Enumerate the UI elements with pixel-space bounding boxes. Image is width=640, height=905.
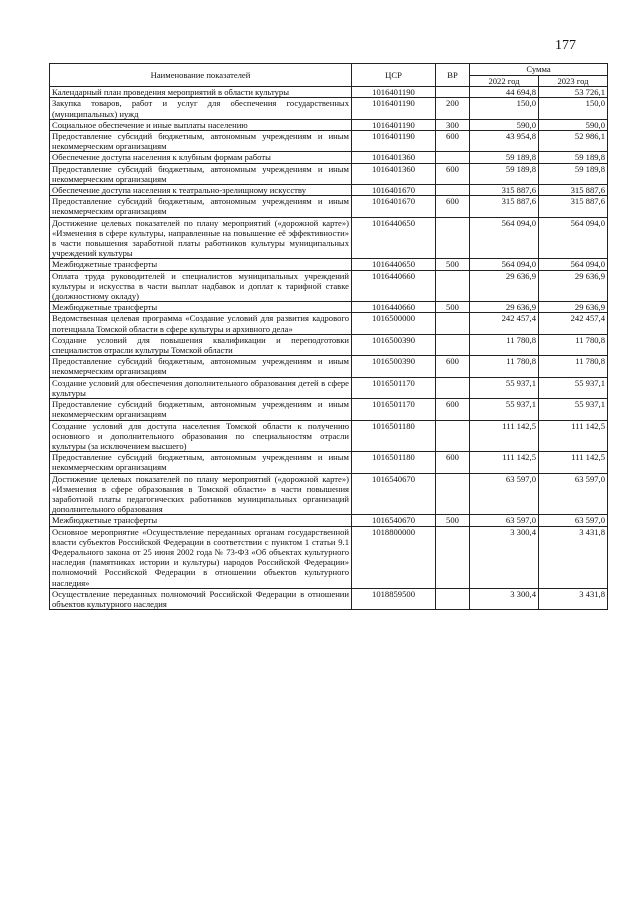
row-sum-2022: 242 457,4 bbox=[470, 313, 539, 334]
row-sum-2022: 55 937,1 bbox=[470, 377, 539, 398]
row-name: Осуществление переданных полномочий Российской Федерации в отношении объектов культурного наследия bbox=[50, 588, 352, 609]
row-sum-2023: 315 887,6 bbox=[539, 185, 608, 196]
row-name: Социальное обеспечение и иные выплаты населению bbox=[50, 119, 352, 130]
row-sum-2022: 11 780,8 bbox=[470, 334, 539, 355]
table-row bbox=[50, 196, 608, 217]
row-sum-2022: 59 189,8 bbox=[470, 152, 539, 163]
row-sum-2022: 150,0 bbox=[470, 98, 539, 119]
header-year-2: 2023 год bbox=[539, 76, 608, 87]
header-year-1: 2022 год bbox=[470, 76, 539, 87]
row-csr: 1018800000 bbox=[352, 526, 436, 588]
table-row bbox=[50, 131, 608, 152]
row-vr bbox=[436, 87, 470, 98]
row-vr: 300 bbox=[436, 119, 470, 130]
row-csr: 1016500390 bbox=[352, 356, 436, 377]
row-csr: 1016440660 bbox=[352, 270, 436, 302]
row-name: Оплата труда руководителей и специалистов муниципальных учреждений культуры и искусства в части выплат надбавок и доплат к тарифной ставке (должностному окладу) bbox=[50, 270, 352, 302]
row-name: Межбюджетные трансферты bbox=[50, 259, 352, 270]
row-name: Межбюджетные трансферты bbox=[50, 302, 352, 313]
page-number: 177 bbox=[555, 38, 576, 53]
row-sum-2022: 315 887,6 bbox=[470, 196, 539, 217]
row-sum-2022: 11 780,8 bbox=[470, 356, 539, 377]
row-sum-2023: 53 726,1 bbox=[539, 87, 608, 98]
row-vr bbox=[436, 313, 470, 334]
row-name: Предоставление субсидий бюджетным, автономным учреждениям и иным некоммерческим организациям bbox=[50, 399, 352, 420]
row-sum-2023: 11 780,8 bbox=[539, 356, 608, 377]
header-csr: ЦСР bbox=[352, 64, 436, 87]
row-name: Основное мероприятие «Осуществление переданных органам государственной власти субъектов Российской Федерации в соответствии с пунктом 1 статьи 9.1 Федерального закона от 25 июня 2002 года № 73-ФЗ «Об объектах культурного наследия (памятниках истории и культуры) народов Российской Федерации» полномочий Российской Федерации в отношении объектов культурного наследия» bbox=[50, 526, 352, 588]
row-sum-2022: 315 887,6 bbox=[470, 185, 539, 196]
row-sum-2023: 52 986,1 bbox=[539, 131, 608, 152]
row-sum-2023: 3 431,8 bbox=[539, 526, 608, 588]
row-vr bbox=[436, 526, 470, 588]
row-csr: 1016540670 bbox=[352, 473, 436, 515]
row-csr: 1016401190 bbox=[352, 98, 436, 119]
row-sum-2023: 111 142,5 bbox=[539, 452, 608, 473]
row-csr: 1016500000 bbox=[352, 313, 436, 334]
row-name: Обеспечение доступа населения к театрально-зрелищному искусству bbox=[50, 185, 352, 196]
table-row bbox=[50, 473, 608, 515]
row-vr bbox=[436, 152, 470, 163]
row-csr: 1018859500 bbox=[352, 588, 436, 609]
row-sum-2022: 29 636,9 bbox=[470, 270, 539, 302]
row-vr: 600 bbox=[436, 452, 470, 473]
table-row bbox=[50, 119, 608, 130]
row-sum-2022: 63 597,0 bbox=[470, 515, 539, 526]
table-row bbox=[50, 87, 608, 98]
row-name: Обеспечение доступа населения к клубным формам работы bbox=[50, 152, 352, 163]
row-vr: 600 bbox=[436, 163, 470, 184]
row-name: Достижение целевых показателей по плану мероприятий («дорожной карте») «Изменения в сфере культуры, направленные на повышение её эффективности» в части повышения заработной платы работников культуры муниципальных учреждений культуры bbox=[50, 217, 352, 259]
table-row bbox=[50, 185, 608, 196]
row-name: Ведомственная целевая программа «Создание условий для развития кадрового потенциала Томской области в сфере культуры и архивного дела» bbox=[50, 313, 352, 334]
row-sum-2023: 11 780,8 bbox=[539, 334, 608, 355]
row-vr bbox=[436, 185, 470, 196]
row-vr: 600 bbox=[436, 356, 470, 377]
row-name: Создание условий для повышения квалификации и переподготовки специалистов отрасли культуры Томской области bbox=[50, 334, 352, 355]
row-csr: 1016501180 bbox=[352, 452, 436, 473]
row-csr: 1016500390 bbox=[352, 334, 436, 355]
row-sum-2022: 3 300,4 bbox=[470, 526, 539, 588]
row-name: Предоставление субсидий бюджетным, автономным учреждениям и иным некоммерческим организациям bbox=[50, 163, 352, 184]
row-sum-2022: 29 636,9 bbox=[470, 302, 539, 313]
table-row bbox=[50, 98, 608, 119]
row-sum-2022: 111 142,5 bbox=[470, 420, 539, 452]
row-sum-2023: 564 094,0 bbox=[539, 259, 608, 270]
table-row bbox=[50, 217, 608, 259]
row-sum-2022: 590,0 bbox=[470, 119, 539, 130]
row-sum-2023: 111 142,5 bbox=[539, 420, 608, 452]
table-row bbox=[50, 313, 608, 334]
table-row bbox=[50, 259, 608, 270]
row-vr: 200 bbox=[436, 98, 470, 119]
header-name: Наименование показателей bbox=[50, 64, 352, 87]
row-sum-2023: 55 937,1 bbox=[539, 377, 608, 398]
row-sum-2023: 564 094,0 bbox=[539, 217, 608, 259]
row-sum-2022: 111 142,5 bbox=[470, 452, 539, 473]
row-vr: 500 bbox=[436, 259, 470, 270]
row-sum-2023: 59 189,8 bbox=[539, 163, 608, 184]
row-name: Создание условий для доступа населения Томской области к получению основного и дополнительного образования по специальностям отрасли культуры (за исключением высшего) bbox=[50, 420, 352, 452]
table-row bbox=[50, 377, 608, 398]
row-vr bbox=[436, 217, 470, 259]
row-sum-2023: 63 597,0 bbox=[539, 515, 608, 526]
row-name: Предоставление субсидий бюджетным, автономным учреждениям и иным некоммерческим организациям bbox=[50, 356, 352, 377]
row-sum-2023: 3 431,8 bbox=[539, 588, 608, 609]
row-csr: 1016501170 bbox=[352, 399, 436, 420]
row-sum-2022: 43 954,8 bbox=[470, 131, 539, 152]
row-name: Предоставление субсидий бюджетным, автономным учреждениям и иным некоммерческим организациям bbox=[50, 196, 352, 217]
row-vr bbox=[436, 377, 470, 398]
row-vr: 500 bbox=[436, 515, 470, 526]
row-name: Закупка товаров, работ и услуг для обеспечения государственных (муниципальных) нужд bbox=[50, 98, 352, 119]
row-sum-2022: 55 937,1 bbox=[470, 399, 539, 420]
row-csr: 1016440650 bbox=[352, 217, 436, 259]
table-row bbox=[50, 420, 608, 452]
table-header bbox=[50, 64, 608, 87]
row-sum-2022: 3 300,4 bbox=[470, 588, 539, 609]
table-row bbox=[50, 334, 608, 355]
row-vr bbox=[436, 270, 470, 302]
row-csr: 1016440660 bbox=[352, 302, 436, 313]
row-csr: 1016401190 bbox=[352, 87, 436, 98]
row-csr: 1016401190 bbox=[352, 119, 436, 130]
row-vr: 500 bbox=[436, 302, 470, 313]
row-sum-2023: 150,0 bbox=[539, 98, 608, 119]
row-csr: 1016401360 bbox=[352, 163, 436, 184]
row-sum-2022: 63 597,0 bbox=[470, 473, 539, 515]
row-csr: 1016401190 bbox=[352, 131, 436, 152]
row-sum-2023: 29 636,9 bbox=[539, 270, 608, 302]
row-csr: 1016401670 bbox=[352, 185, 436, 196]
row-name: Создание условий для обеспечения дополнительного образования детей в сфере культуры bbox=[50, 377, 352, 398]
row-sum-2022: 564 094,0 bbox=[470, 217, 539, 259]
table-row bbox=[50, 452, 608, 473]
row-name: Предоставление субсидий бюджетным, автономным учреждениям и иным некоммерческим организациям bbox=[50, 131, 352, 152]
row-sum-2023: 63 597,0 bbox=[539, 473, 608, 515]
row-name: Межбюджетные трансферты bbox=[50, 515, 352, 526]
row-csr: 1016501180 bbox=[352, 420, 436, 452]
row-name: Календарный план проведения мероприятий в области культуры bbox=[50, 87, 352, 98]
row-sum-2023: 59 189,8 bbox=[539, 152, 608, 163]
header-sum: Сумма bbox=[470, 64, 608, 76]
row-vr bbox=[436, 473, 470, 515]
row-vr: 600 bbox=[436, 131, 470, 152]
row-sum-2022: 59 189,8 bbox=[470, 163, 539, 184]
row-sum-2023: 590,0 bbox=[539, 119, 608, 130]
row-csr: 1016501170 bbox=[352, 377, 436, 398]
row-vr bbox=[436, 420, 470, 452]
table-row bbox=[50, 588, 608, 609]
table-row bbox=[50, 356, 608, 377]
row-name: Предоставление субсидий бюджетным, автономным учреждениям и иным некоммерческим организациям bbox=[50, 452, 352, 473]
row-csr: 1016440650 bbox=[352, 259, 436, 270]
row-sum-2023: 29 636,9 bbox=[539, 302, 608, 313]
table-row bbox=[50, 399, 608, 420]
row-name: Достижение целевых показателей по плану мероприятий («дорожной карте») «Изменения в сфере образования в Томской области» в части повышения заработной платы педагогических работников муниципальных организаций дополнительного образования bbox=[50, 473, 352, 515]
table-row bbox=[50, 152, 608, 163]
table-body bbox=[50, 87, 608, 610]
row-sum-2023: 315 887,6 bbox=[539, 196, 608, 217]
row-sum-2023: 55 937,1 bbox=[539, 399, 608, 420]
header-vr: ВР bbox=[436, 64, 470, 87]
budget-table bbox=[49, 63, 608, 610]
table-row bbox=[50, 163, 608, 184]
row-vr bbox=[436, 588, 470, 609]
table-row bbox=[50, 270, 608, 302]
row-csr: 1016401360 bbox=[352, 152, 436, 163]
table-row bbox=[50, 302, 608, 313]
table-row bbox=[50, 526, 608, 588]
row-vr: 600 bbox=[436, 196, 470, 217]
row-csr: 1016540670 bbox=[352, 515, 436, 526]
row-csr: 1016401670 bbox=[352, 196, 436, 217]
row-sum-2022: 564 094,0 bbox=[470, 259, 539, 270]
row-vr bbox=[436, 334, 470, 355]
row-vr: 600 bbox=[436, 399, 470, 420]
table-row bbox=[50, 515, 608, 526]
row-sum-2022: 44 694,8 bbox=[470, 87, 539, 98]
row-sum-2023: 242 457,4 bbox=[539, 313, 608, 334]
